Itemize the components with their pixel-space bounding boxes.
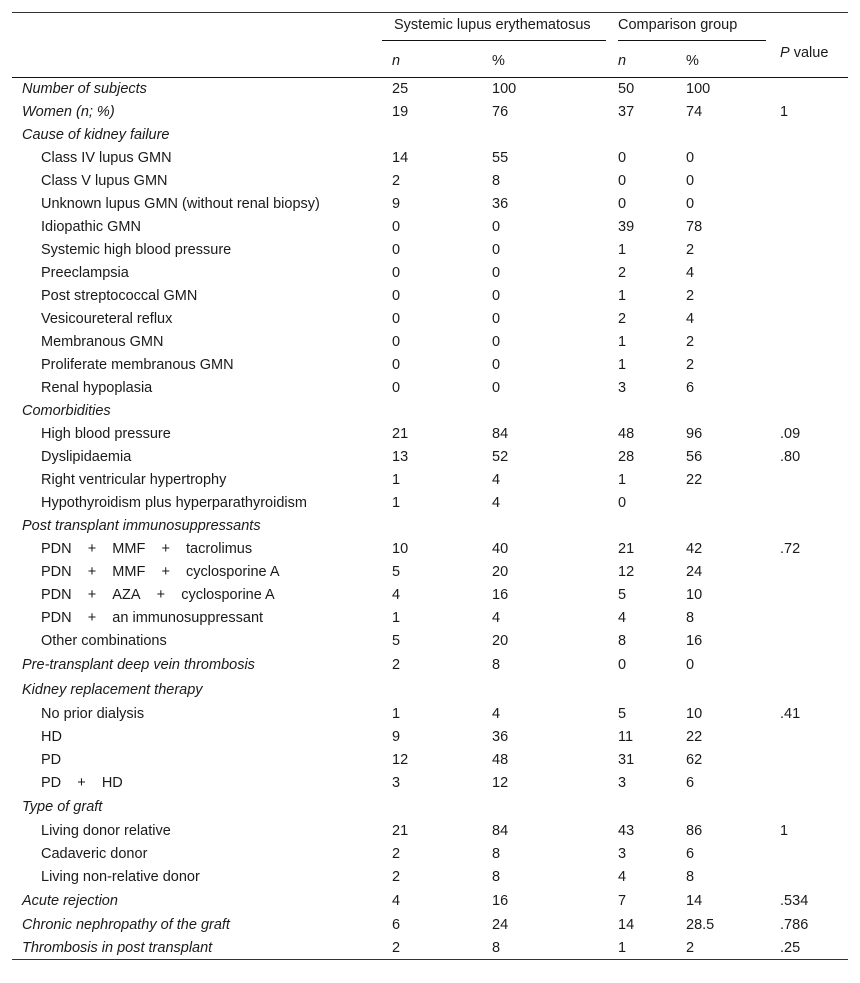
cell-sle-pct: 84 — [492, 823, 509, 839]
cell-p-value: 1 — [780, 823, 789, 839]
cell-sle-n: 2 — [392, 657, 401, 673]
cell-sle-pct: 20 — [492, 633, 509, 649]
row-label: Number of subjects — [22, 81, 147, 98]
cell-cmp-n: 0 — [618, 495, 627, 511]
row-label: Systemic high blood pressure — [41, 242, 232, 258]
cell-cmp-n: 37 — [618, 104, 635, 120]
row-label: Women (n; %) — [22, 104, 115, 120]
cell-cmp-pct: 28.5 — [686, 917, 715, 933]
cell-sle-pct: 0 — [492, 311, 501, 327]
cell-cmp-pct: 22 — [686, 472, 703, 488]
cell-sle-pct: 4 — [492, 472, 501, 488]
cell-sle-pct — [492, 678, 618, 703]
header-row-groups — [12, 13, 848, 46]
table-row — [12, 843, 848, 866]
cell-sle-pct: 0 — [492, 265, 501, 281]
cell-sle-n: 0 — [392, 357, 401, 373]
cell-cmp-pct: 10 — [686, 587, 703, 603]
table-row — [12, 889, 848, 914]
cell-cmp-pct: 86 — [686, 823, 703, 839]
data-table-container — [12, 12, 848, 960]
cell-sle-n: 4 — [392, 587, 401, 603]
cell-p-value: .09 — [780, 426, 801, 442]
cell-cmp-n: 48 — [618, 426, 635, 442]
table-row — [12, 653, 848, 678]
cell-sle-n — [382, 124, 492, 147]
table-row — [12, 914, 848, 937]
cell-sle-pct: 48 — [492, 752, 509, 768]
row-label: Hypothyroidism plus hyperparathyroidism — [41, 495, 307, 511]
cell-cmp-pct: 6 — [686, 846, 695, 862]
cell-cmp-pct — [686, 678, 770, 703]
table-row — [12, 820, 848, 843]
cell-p-value — [770, 377, 848, 400]
cell-sle-pct: 16 — [492, 893, 509, 909]
table-row — [12, 630, 848, 653]
cell-p-value — [770, 469, 848, 492]
table-row — [12, 193, 848, 216]
header-cmp-n: n — [618, 45, 686, 78]
cell-sle-n — [382, 515, 492, 538]
cell-cmp-n: 8 — [618, 633, 627, 649]
header-p-value — [770, 37, 848, 70]
cell-cmp-pct — [686, 795, 770, 820]
cell-sle-pct — [492, 124, 618, 147]
cell-cmp-pct: 2 — [686, 242, 695, 258]
cell-sle-n: 19 — [392, 104, 409, 120]
cell-cmp-n — [618, 515, 686, 538]
row-label: Post streptococcal GMN — [41, 288, 198, 304]
cell-sle-pct: 55 — [492, 150, 509, 166]
cell-sle-n: 9 — [392, 196, 401, 212]
cell-cmp-n: 4 — [618, 610, 627, 626]
cell-cmp-pct: 42 — [686, 541, 703, 557]
table-row — [12, 772, 848, 795]
cell-cmp-pct: 56 — [686, 449, 703, 465]
cell-cmp-n: 12 — [618, 564, 635, 580]
row-label: PD — [41, 752, 62, 768]
cell-sle-pct: 0 — [492, 288, 501, 304]
cell-cmp-n: 1 — [618, 334, 627, 350]
cell-sle-pct: 36 — [492, 196, 509, 212]
cell-p-value — [770, 653, 848, 678]
cell-cmp-pct: 8 — [686, 610, 695, 626]
cell-sle-n: 1 — [392, 610, 401, 626]
cell-cmp-n: 1 — [618, 472, 627, 488]
cell-sle-pct: 20 — [492, 564, 509, 580]
header-sle-pct: % — [492, 45, 618, 78]
row-label: Idiopathic GMN — [41, 219, 141, 235]
row-label: No prior dialysis — [41, 706, 145, 722]
cell-p-value — [770, 749, 848, 772]
cell-p-value — [770, 331, 848, 354]
cell-p-value: .72 — [780, 541, 801, 557]
header-empty-cell — [12, 45, 382, 78]
cell-sle-n — [382, 678, 492, 703]
header-group-sle — [382, 13, 618, 46]
row-label: Class IV lupus GMN — [41, 150, 172, 166]
header-sle-n: n — [382, 45, 492, 78]
cell-p-value: 1 — [780, 104, 789, 120]
row-label: High blood pressure — [41, 426, 171, 442]
cell-sle-pct: 16 — [492, 587, 509, 603]
row-label: Proliferate membranous GMN — [41, 357, 234, 373]
cell-cmp-n: 3 — [618, 775, 627, 791]
row-label: Other combinations — [41, 633, 167, 649]
cell-sle-pct: 4 — [492, 610, 501, 626]
cell-sle-pct: 8 — [492, 173, 501, 189]
cell-sle-pct: 0 — [492, 334, 501, 350]
table-row — [12, 78, 848, 101]
row-label: Thrombosis in post transplant — [12, 937, 382, 960]
cell-p-value — [770, 354, 848, 377]
cell-cmp-n: 1 — [618, 937, 686, 960]
row-label: Type of graft — [22, 799, 103, 815]
table-row — [12, 400, 848, 423]
header-empty-cell — [12, 13, 382, 46]
cell-sle-n: 21 — [392, 426, 409, 442]
header-p-letter: P — [780, 45, 790, 61]
cell-cmp-n: 3 — [618, 846, 627, 862]
cell-cmp-pct: 74 — [686, 104, 703, 120]
table-row — [12, 469, 848, 492]
cell-p-value: .80 — [780, 449, 801, 465]
table-row — [12, 678, 848, 703]
cell-cmp-n: 0 — [618, 657, 627, 673]
row-label: PDN + an immunosuppressant — [41, 610, 264, 626]
row-label: Renal hypoplasia — [41, 380, 153, 396]
cell-p-value — [770, 772, 848, 795]
cell-cmp-pct: 2 — [686, 357, 695, 373]
row-label: Membranous GMN — [41, 334, 164, 350]
cell-cmp-n — [618, 124, 686, 147]
row-label: Right ventricular hypertrophy — [41, 472, 227, 488]
cell-cmp-n: 3 — [618, 380, 627, 396]
cell-p-value — [770, 147, 848, 170]
cell-cmp-pct — [686, 492, 770, 515]
cell-sle-pct — [492, 400, 618, 423]
row-label: Cause of kidney failure — [22, 127, 170, 143]
cell-cmp-pct: 6 — [686, 775, 695, 791]
cell-p-value: .786 — [780, 917, 809, 933]
row-label: PDN + AZA + cyclosporine A — [41, 587, 275, 603]
cell-sle-pct: 0 — [492, 380, 501, 396]
cell-sle-pct: 24 — [492, 917, 509, 933]
cell-cmp-n: 14 — [618, 917, 635, 933]
cell-cmp-n: 28 — [618, 449, 635, 465]
cell-sle-pct: 0 — [492, 242, 501, 258]
header-group-comparison — [618, 13, 770, 46]
cell-p-value: .534 — [780, 893, 809, 909]
cell-sle-pct: 8 — [492, 657, 501, 673]
header-p-suffix: value — [789, 45, 829, 61]
cell-sle-n: 9 — [392, 729, 401, 745]
table-row — [12, 331, 848, 354]
cell-cmp-n: 11 — [618, 729, 634, 745]
cell-sle-pct: 36 — [492, 729, 509, 745]
cell-p-value — [770, 726, 848, 749]
table-row — [12, 423, 848, 446]
table-row — [12, 377, 848, 400]
cell-sle-pct: 52 — [492, 449, 509, 465]
cell-p-value — [770, 843, 848, 866]
cell-sle-n: 3 — [392, 775, 401, 791]
cell-sle-pct: 0 — [492, 219, 501, 235]
cell-cmp-n — [618, 678, 686, 703]
table-row — [12, 561, 848, 584]
row-label: Post transplant immunosuppressants — [22, 518, 261, 534]
cell-cmp-pct: 2 — [686, 334, 695, 350]
cell-sle-pct: 76 — [492, 104, 509, 120]
table-row — [12, 354, 848, 377]
row-label: Pre-transplant deep vein thrombosis — [22, 657, 255, 673]
cell-sle-n: 0 — [392, 219, 401, 235]
table-row — [12, 492, 848, 515]
cell-cmp-pct: 62 — [686, 752, 703, 768]
cell-cmp-pct: 2 — [686, 288, 695, 304]
row-label: PD + HD — [41, 775, 123, 791]
cell-sle-n: 2 — [392, 846, 401, 862]
row-label: Preeclampsia — [41, 265, 129, 281]
cell-p-value: .25 — [770, 937, 848, 960]
cell-cmp-n: 43 — [618, 823, 635, 839]
table-row — [12, 147, 848, 170]
cell-p-value — [770, 193, 848, 216]
cell-p-value — [770, 630, 848, 653]
cell-sle-n: 14 — [392, 150, 409, 166]
cell-cmp-pct: 6 — [686, 380, 695, 396]
cell-sle-n: 13 — [392, 449, 409, 465]
cell-sle-pct: 0 — [492, 357, 501, 373]
cell-sle-n: 2 — [382, 937, 492, 960]
cell-sle-n: 2 — [392, 869, 401, 885]
cell-cmp-pct — [686, 124, 770, 147]
cell-p-value — [770, 866, 848, 889]
cell-sle-pct: 40 — [492, 541, 509, 557]
cell-p-value — [770, 492, 848, 515]
cell-sle-pct: 12 — [492, 775, 509, 791]
cell-cmp-pct: 0 — [686, 173, 695, 189]
cell-cmp-n — [618, 400, 686, 423]
header-row-columns — [12, 45, 848, 78]
cell-cmp-n: 1 — [618, 288, 627, 304]
cell-cmp-pct: 0 — [686, 657, 695, 673]
cell-cmp-n — [618, 795, 686, 820]
table-row — [12, 285, 848, 308]
cell-cmp-n: 39 — [618, 219, 635, 235]
cell-p-value — [770, 607, 848, 630]
cell-cmp-pct: 100 — [686, 81, 711, 98]
cell-p-value — [770, 262, 848, 285]
table-row — [12, 124, 848, 147]
table-row — [12, 795, 848, 820]
table-row — [12, 703, 848, 726]
header-group-sle-label: Systemic lupus erythematosus — [394, 17, 591, 33]
cell-cmp-pct: 96 — [686, 426, 703, 442]
row-label: Kidney replacement therapy — [22, 682, 203, 698]
cell-sle-pct — [492, 795, 618, 820]
cell-cmp-pct: 10 — [686, 706, 703, 722]
table-row — [12, 239, 848, 262]
cell-sle-pct: 100 — [492, 81, 517, 98]
cell-p-value — [770, 170, 848, 193]
cell-sle-n: 5 — [392, 633, 401, 649]
cell-sle-n: 0 — [392, 311, 401, 327]
cell-sle-pct: 8 — [492, 869, 501, 885]
cell-cmp-n: 4 — [618, 869, 627, 885]
cell-sle-n: 4 — [392, 893, 401, 909]
cell-sle-pct: 4 — [492, 706, 501, 722]
cell-cmp-pct: 0 — [686, 150, 695, 166]
cell-sle-pct: 84 — [492, 426, 509, 442]
row-label: Cadaveric donor — [41, 846, 148, 862]
row-label: Living donor relative — [41, 823, 171, 839]
cell-sle-pct: 8 — [492, 937, 618, 960]
table-row — [12, 866, 848, 889]
cell-p-value — [770, 308, 848, 331]
row-label: Vesicoureteral reflux — [41, 311, 173, 327]
cell-cmp-n: 1 — [618, 242, 627, 258]
table-row — [12, 101, 848, 124]
cell-cmp-pct — [686, 400, 770, 423]
cell-cmp-pct: 4 — [686, 311, 695, 327]
table-row — [12, 308, 848, 331]
row-label: PDN + MMF + cyclosporine A — [41, 564, 280, 580]
header-group-comparison-label: Comparison group — [618, 17, 738, 33]
cell-cmp-pct: 24 — [686, 564, 703, 580]
cell-sle-n: 1 — [392, 472, 401, 488]
row-label: Chronic nephropathy of the graft — [22, 917, 230, 933]
cell-cmp-n: 7 — [618, 893, 627, 909]
cell-sle-n: 2 — [392, 173, 401, 189]
cell-cmp-n: 0 — [618, 196, 627, 212]
cell-p-value — [770, 584, 848, 607]
table-row — [12, 584, 848, 607]
cell-sle-n: 0 — [392, 288, 401, 304]
cell-sle-n: 0 — [392, 265, 401, 281]
cell-p-value — [770, 78, 848, 101]
row-label: PDN + MMF + tacrolimus — [41, 541, 253, 557]
cell-sle-n: 1 — [392, 706, 401, 722]
cell-sle-n: 6 — [392, 917, 401, 933]
cell-cmp-pct: 0 — [686, 196, 695, 212]
table-row — [12, 216, 848, 239]
cell-cmp-pct: 8 — [686, 869, 695, 885]
cell-sle-n: 0 — [392, 380, 401, 396]
cell-p-value: .41 — [780, 706, 801, 722]
cell-cmp-pct: 4 — [686, 265, 695, 281]
cell-cmp-n: 31 — [618, 752, 635, 768]
table-row — [12, 749, 848, 772]
cell-p-value — [770, 285, 848, 308]
cell-p-value — [770, 678, 848, 703]
cell-p-value — [770, 400, 848, 423]
table-row — [12, 538, 848, 561]
cell-p-value — [770, 124, 848, 147]
cell-cmp-pct: 2 — [686, 937, 770, 960]
cell-sle-n: 1 — [392, 495, 401, 511]
cell-cmp-n: 1 — [618, 357, 627, 373]
cell-cmp-pct: 22 — [686, 729, 703, 745]
table-row — [12, 446, 848, 469]
cell-sle-n: 12 — [392, 752, 409, 768]
table-row — [12, 170, 848, 193]
table-row — [12, 515, 848, 538]
cell-p-value — [770, 795, 848, 820]
table-body — [12, 78, 848, 960]
cell-sle-n: 0 — [392, 242, 401, 258]
cell-cmp-pct — [686, 515, 770, 538]
table-row — [12, 937, 848, 960]
row-label: Dyslipidaemia — [41, 449, 132, 465]
table-header — [12, 13, 848, 78]
cell-cmp-n: 5 — [618, 706, 627, 722]
row-label: Comorbidities — [22, 403, 111, 419]
cell-sle-pct: 8 — [492, 846, 501, 862]
cell-sle-n: 10 — [392, 541, 409, 557]
row-label: Class V lupus GMN — [41, 173, 168, 189]
cell-cmp-n: 0 — [618, 150, 627, 166]
row-label: Unknown lupus GMN (without renal biopsy) — [41, 196, 320, 212]
cell-cmp-pct: 16 — [686, 633, 703, 649]
cell-sle-n: 0 — [392, 334, 401, 350]
cell-cmp-pct: 14 — [686, 893, 703, 909]
cell-p-value — [770, 239, 848, 262]
cell-sle-n: 25 — [392, 81, 409, 98]
cell-cmp-n: 2 — [618, 265, 627, 281]
cell-sle-n — [382, 400, 492, 423]
cell-cmp-n: 5 — [618, 587, 627, 603]
table-row — [12, 726, 848, 749]
cell-p-value — [770, 561, 848, 584]
cell-sle-n: 5 — [392, 564, 401, 580]
row-label: Living non-relative donor — [41, 869, 200, 885]
cell-sle-pct: 4 — [492, 495, 501, 511]
cell-p-value — [770, 515, 848, 538]
cell-sle-n — [382, 795, 492, 820]
cell-cmp-n: 0 — [618, 173, 627, 189]
data-table — [12, 12, 848, 960]
header-cmp-pct: % — [686, 45, 770, 78]
cell-sle-pct — [492, 515, 618, 538]
cell-cmp-n: 21 — [618, 541, 635, 557]
cell-cmp-n: 2 — [618, 311, 627, 327]
row-label: Acute rejection — [22, 893, 118, 909]
cell-cmp-n: 50 — [618, 81, 635, 98]
table-row — [12, 262, 848, 285]
row-label: HD — [41, 729, 62, 745]
cell-p-value — [770, 216, 848, 239]
cell-sle-n: 21 — [392, 823, 409, 839]
table-row — [12, 607, 848, 630]
cell-cmp-pct: 78 — [686, 219, 703, 235]
